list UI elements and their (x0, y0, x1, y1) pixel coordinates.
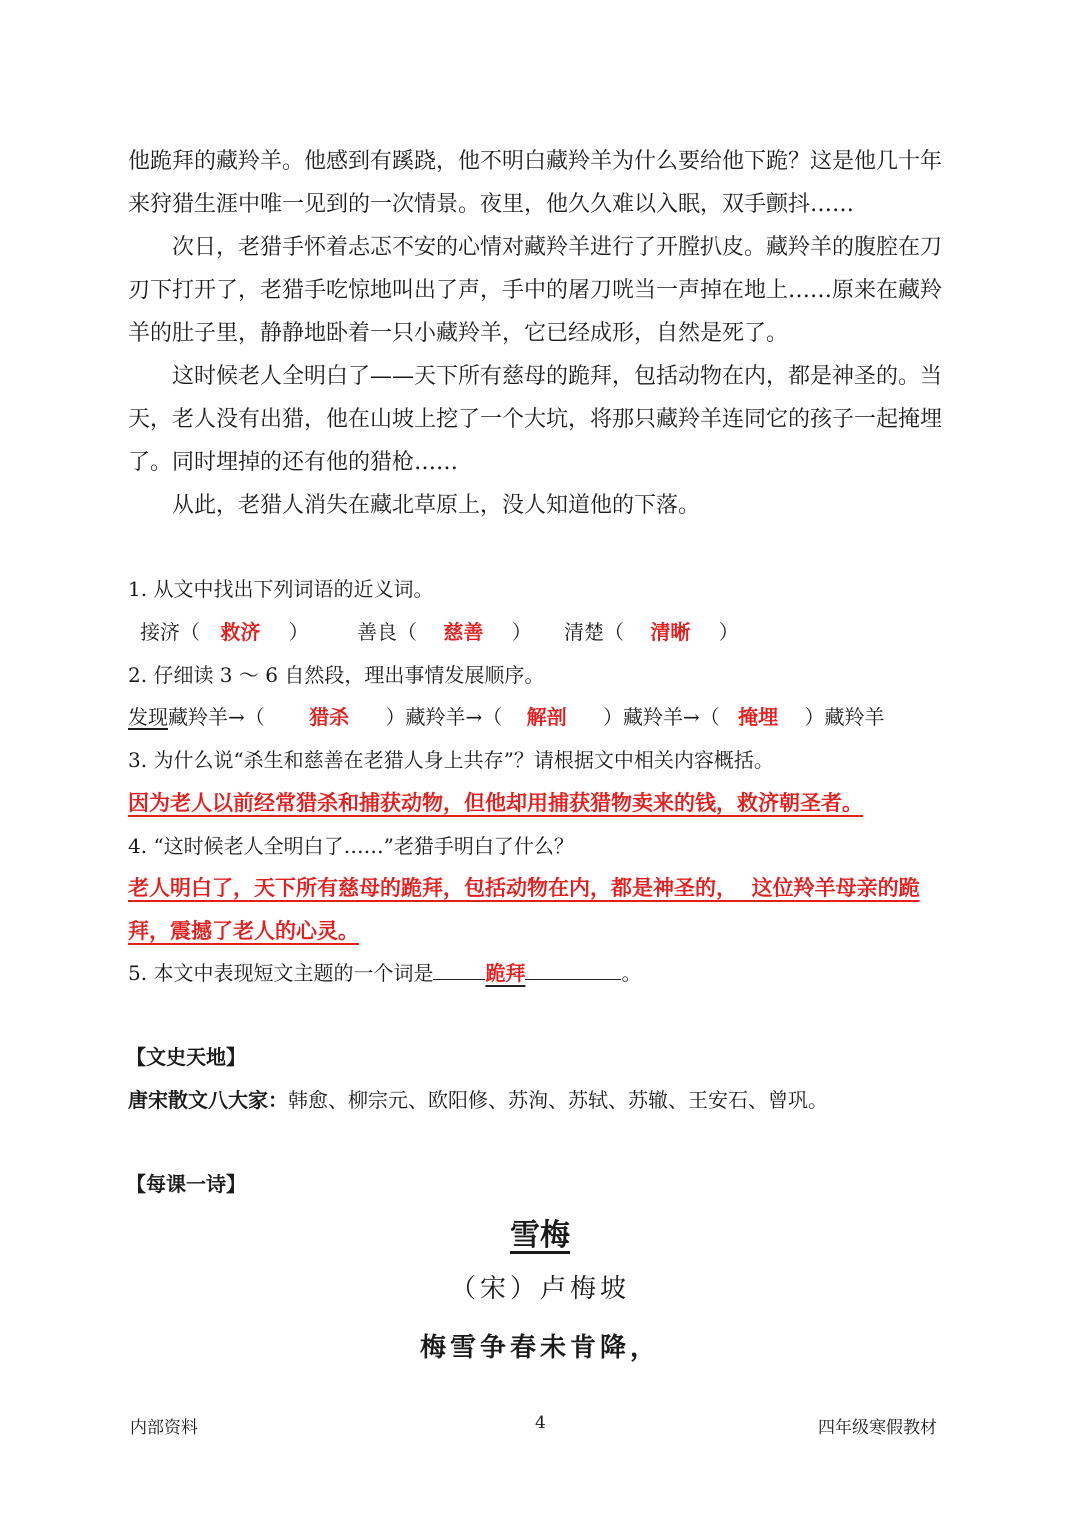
q5-title: 5. 本文中表现短文主题的一个词是 (128, 961, 434, 985)
story-line: 羊的肚子里，静静地卧着一只小藏羚羊，它已经成形，自然是死了。 (128, 321, 789, 346)
question-3-title: 3. 为什么说“杀生和慈善在老猎人身上共存”？请根据文中相关内容概括。 (128, 748, 774, 772)
q1-item (357, 616, 532, 645)
q5-answer: 跪拜 (485, 961, 526, 985)
history-text (128, 1084, 828, 1113)
q2-answer: 解剖 (526, 705, 567, 729)
q2-answer: 猎杀 (309, 705, 350, 729)
q1-word: 善良（ (357, 620, 417, 644)
q5-blank (525, 957, 621, 980)
q1-word: 清楚（ (564, 620, 624, 644)
q2-start: 藏羚羊→（ (168, 705, 265, 729)
q2-start-underlined: 发现 (128, 705, 168, 729)
q2-answer: 掩埋 (738, 705, 779, 729)
question-1-title: 1. 从文中找出下列词语的近义词。 (128, 577, 434, 601)
story-line: 次日，老猎手怀着忐忑不安的心情对藏羚羊进行了开膛扒皮。藏羚羊的腹腔在刀 (172, 235, 943, 260)
story-line: 刃下打开了，老猎手吃惊地叫出了声，手中的屠刀咣当一声掉在地上……原来在藏羚 (128, 278, 943, 303)
q1-item (140, 616, 309, 645)
page-number: 4 (535, 1413, 546, 1433)
history-label: 唐宋散文八大家： (128, 1088, 288, 1112)
story-line: 天，老人没有出猎，他在山坡上挖了一个大坑，将那只藏羚羊连同它的孩子一起掩埋 (128, 407, 943, 432)
footer-left: 内部资料 (130, 1418, 198, 1438)
q2-mid: ）藏羚羊→（ (602, 705, 720, 729)
q4-answer-line: 老人明白了，天下所有慈母的跪拜，包括动物在内，都是神圣的， 这位羚羊母亲的跪 (128, 875, 920, 900)
q5-end: 。 (621, 961, 642, 985)
story-line: 从此，老猎人消失在藏北草原上，没人知道他的下落。 (172, 493, 701, 518)
q2-end: ）藏羚羊 (804, 705, 885, 729)
poem-author: （宋）卢梅坡 (449, 1274, 630, 1304)
q5-blank (433, 957, 485, 980)
q1-item (564, 616, 739, 645)
q1-close: ） (718, 620, 739, 644)
story-line: 他跪拜的藏羚羊。他感到有蹊跷，他不明白藏羚羊为什么要给他下跪？这是他几十年 (128, 149, 943, 174)
footer-right: 四年级寒假教材 (818, 1418, 937, 1438)
poem-header: 【每课一诗】 (126, 1172, 246, 1196)
poem-line: 梅雪争春未肯降， (419, 1333, 660, 1363)
q1-answer: 清晰 (650, 620, 691, 644)
q1-close: ） (511, 620, 532, 644)
story-line: 了。同时埋掉的还有他的猎枪…… (128, 450, 459, 475)
question-4-title: 4. “这时候老人全明白了……”老猎手明白了什么？ (128, 834, 574, 858)
q1-word: 接济（ (140, 620, 200, 644)
q2-sequence (128, 701, 884, 730)
q1-answer: 救济 (220, 620, 261, 644)
story-line: 来狩猎生涯中唯一见到的一次情景。夜里，他久久难以入眠，双手颤抖…… (128, 192, 855, 217)
q4-answer-line (128, 915, 381, 945)
poem-title: 雪梅 (510, 1218, 570, 1253)
question-2-title: 2. 仔细读 3 ～ 6 自然段，理出事情发展顺序。 (128, 663, 545, 687)
q4-answer-text: 拜，震撼了老人的心灵。 (128, 918, 359, 943)
q1-close: ） (288, 620, 309, 644)
history-header: 【文史天地】 (126, 1045, 246, 1069)
story-line: 这时候老人全明白了——天下所有慈母的跪拜，包括动物在内，都是神圣的。当 (172, 364, 943, 389)
question-5 (128, 957, 641, 986)
q3-answer: 因为老人以前经常猎杀和捕获动物，但他却用捕获猎物卖来的钱，救济朝圣者。 (128, 790, 863, 815)
history-list: 韩愈、柳宗元、欧阳修、苏洵、苏轼、苏辙、王安石、曾巩。 (288, 1088, 828, 1112)
q2-mid: ）藏羚羊→（ (385, 705, 503, 729)
q1-answer: 慈善 (443, 620, 484, 644)
